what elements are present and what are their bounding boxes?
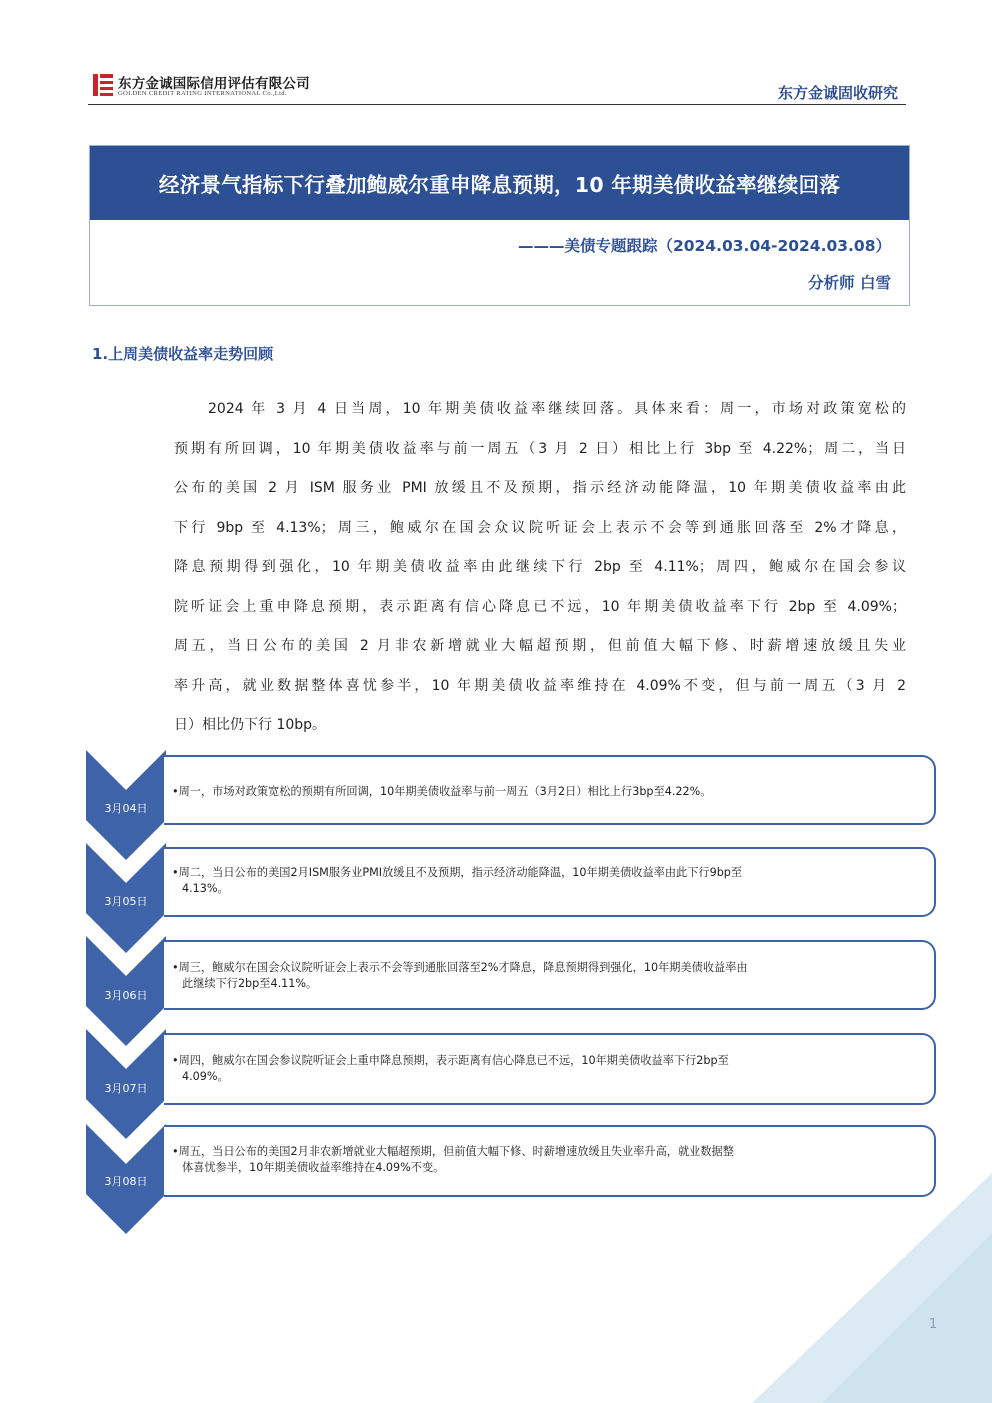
timeline-card-text: •周五，当日公布的美国2月非农新增就业大幅超预期，但前值大幅下修、时薪增速放缓且失业率升高，就业数据整 xyxy=(172,1145,734,1158)
paragraph-line: 预期有所回调，10 年期美债收益率与前一周五（3 月 2 日）相比上行 3bp 至 4.22%；周二，当日 xyxy=(174,440,906,457)
company-logo-icon xyxy=(92,72,114,98)
header-research-label: 东方金诚固收研究 xyxy=(777,84,898,102)
timeline-card-text: •周二，当日公布的美国2月ISM服务业PMI放缓且不及预期，指示经济动能降温，10年期美债收益率由此下行9bp至 xyxy=(172,866,743,879)
paragraph-line: 日）相比仍下行 10bp。 xyxy=(174,717,327,733)
timeline-card-text: 4.09%。 xyxy=(182,1070,229,1083)
paragraph-line: 下行 9bp 至 4.13%；周三，鲍威尔在国会众议院听证会上表示不会等到通胀回落至 2%才降息， xyxy=(174,519,906,536)
analyst-name: 分析师 白雪 xyxy=(808,274,891,292)
body-paragraph xyxy=(174,390,906,746)
header-divider xyxy=(88,104,906,105)
timeline-date: 3月04日 xyxy=(104,802,148,815)
company-logo xyxy=(92,72,332,102)
timeline-card xyxy=(164,847,936,917)
page-corner-decoration xyxy=(752,1173,992,1403)
title-box xyxy=(89,145,910,306)
timeline-card xyxy=(164,1033,936,1105)
timeline-card-text: •周三，鲍威尔在国会众议院听证会上表示不会等到通胀回落至2%才降息，降息预期得到强化，10年期美债收益率由 xyxy=(172,961,748,974)
paragraph-line: 院听证会上重申降息预期，表示距离有信心降息已不远，10 年期美债收益率下行 2bp 至 4.09%； xyxy=(174,598,906,615)
timeline-date: 3月05日 xyxy=(104,895,148,908)
paragraph-line: 率升高，就业数据整体喜忧参半，10 年期美债收益率维持在 4.09%不变，但与前一周五（3 月 2 xyxy=(174,677,906,694)
report-title: 经济景气指标下行叠加鲍威尔重申降息预期，10 年期美债收益率继续回落 xyxy=(158,173,841,197)
title-bar xyxy=(90,146,909,220)
timeline-card-text: •周一，市场对政策宽松的预期有所回调，10年期美债收益率与前一周五（3月2日）相比上行3bp至4.22%。 xyxy=(172,785,712,798)
paragraph-line: 2024 年 3 月 4 日当周，10 年期美债收益率继续回落。具体来看：周一，市场对政策宽松的 xyxy=(208,401,906,417)
paragraph-line: 公布的美国 2 月 ISM 服务业 PMI 放缓且不及预期，指示经济动能降温，10 年期美债收益率由此 xyxy=(174,480,906,496)
timeline-card xyxy=(164,755,936,825)
company-name-en: GOLDEN CREDIT RATING INTERNATIONAL Co.,Ltd. xyxy=(118,90,287,97)
timeline-card-text: 此继续下行2bp至4.11%。 xyxy=(182,977,318,990)
paragraph-line: 降息预期得到强化，10 年期美债收益率由此继续下行 2bp 至 4.11%；周四，鲍威尔在国会参议 xyxy=(174,559,906,575)
paragraph-line: 周五，当日公布的美国 2 月非农新增就业大幅超预期，但前值大幅下修、时薪增速放缓且失业 xyxy=(174,638,906,654)
timeline-date: 3月06日 xyxy=(104,989,148,1002)
timeline-card-text: 体喜忧参半，10年期美债收益率维持在4.09%不变。 xyxy=(182,1161,445,1174)
timeline-date: 3月07日 xyxy=(104,1082,148,1095)
tiny-placeholder-mark: ······························· xyxy=(170,1126,200,1130)
report-subtitle: ———美债专题跟踪（2024.03.04-2024.03.08） xyxy=(517,237,891,255)
company-name-cn: 东方金诚国际信用评估有限公司 xyxy=(118,76,310,92)
timeline-card-text: 4.13%。 xyxy=(182,882,229,895)
timeline-card xyxy=(164,940,936,1010)
timeline-card-text: •周四，鲍威尔在国会参议院听证会上重申降息预期，表示距离有信心降息已不远，10年期美债收益率下行2bp至 xyxy=(172,1054,729,1067)
timeline-date: 3月08日 xyxy=(104,1175,148,1188)
section-heading: 1.上周美债收益率走势回顾 xyxy=(92,345,274,363)
page-number: 1 xyxy=(929,1317,938,1332)
